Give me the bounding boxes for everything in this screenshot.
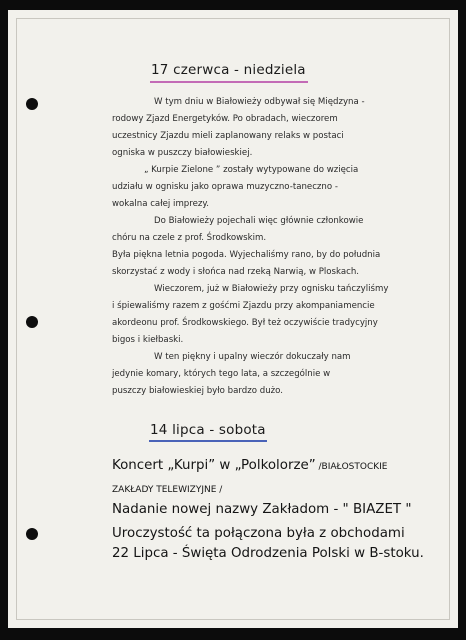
- text-line: jedynie komary, których tego lata, a szczególnie w: [112, 369, 331, 379]
- text-line: uczestnicy Zjazdu mieli zaplanowany relaks w postaci: [112, 131, 344, 141]
- text-line: i śpiewaliśmy razem z gośćmi Zjazdu przy akompaniamencie: [112, 301, 375, 311]
- concert-title: Koncert „Kurpi” w „Polkolorze”: [112, 458, 316, 473]
- section-heading-june: 17 czerwca - niedziela: [151, 62, 306, 78]
- binder-hole-top: [26, 98, 38, 110]
- holiday-line: 22 Lipca - Święta Odrodzenia Polski w B-stoku.: [112, 546, 424, 561]
- text-line: rodowy Zjazd Energetyków. Po obradach, wieczorem: [112, 114, 338, 124]
- section-heading-july: 14 lipca - sobota: [150, 422, 266, 438]
- text-line: chóru na czele z prof. Środkowskim.: [112, 233, 267, 243]
- name-change-line: Nadanie nowej nazwy Zakładom - " BIAZET ": [112, 502, 412, 517]
- concert-note-continued: ZAKŁADY TELEWIZYJNE /: [112, 485, 223, 495]
- binder-hole-bottom: [26, 528, 38, 540]
- text-line: bigos i kiełbaski.: [112, 335, 184, 345]
- text-line: ogniska w puszczy białowieskiej.: [112, 148, 253, 158]
- heading-underline-june: [150, 81, 308, 83]
- text-line: udziału w ognisku jako oprawa muzyczno-taneczno -: [112, 182, 338, 192]
- document-page: [8, 10, 458, 628]
- text-line: akordeonu prof. Środkowskiego. Był też oczywiście tradycyjny: [112, 318, 378, 328]
- text-line: skorzystać z wody i słońca nad rzeką Narwią, w Ploskach.: [112, 267, 360, 277]
- text-line: puszczy białowieskiej było bardzo dużo.: [112, 386, 283, 396]
- text-line: Była piękna letnia pogoda. Wyjechaliśmy rano, by do południa: [112, 250, 381, 260]
- text-line: W ten piękny i upalny wieczór dokuczały nam: [154, 352, 351, 362]
- concert-note: /BIAŁOSTOCKIE: [315, 462, 388, 472]
- concert-line: [112, 456, 388, 477]
- typed-paragraphs-june: [112, 94, 432, 400]
- text-line: Do Białowieży pojechali więc głównie członkowie: [154, 216, 364, 226]
- binder-hole-middle: [26, 316, 38, 328]
- text-line: W tym dniu w Białowieży odbywał się Międzyna -: [154, 97, 365, 107]
- text-line: Wieczorem, już w Białowieży przy ognisku tańczyliśmy: [154, 284, 389, 294]
- ceremony-line: Uroczystość ta połączona była z obchodami: [112, 526, 405, 541]
- text-line: wokalna całej imprezy.: [112, 199, 209, 209]
- heading-underline-july: [149, 440, 267, 442]
- text-line: „ Kurpie Zielone ” zostały wytypowane do wzięcia: [144, 165, 359, 175]
